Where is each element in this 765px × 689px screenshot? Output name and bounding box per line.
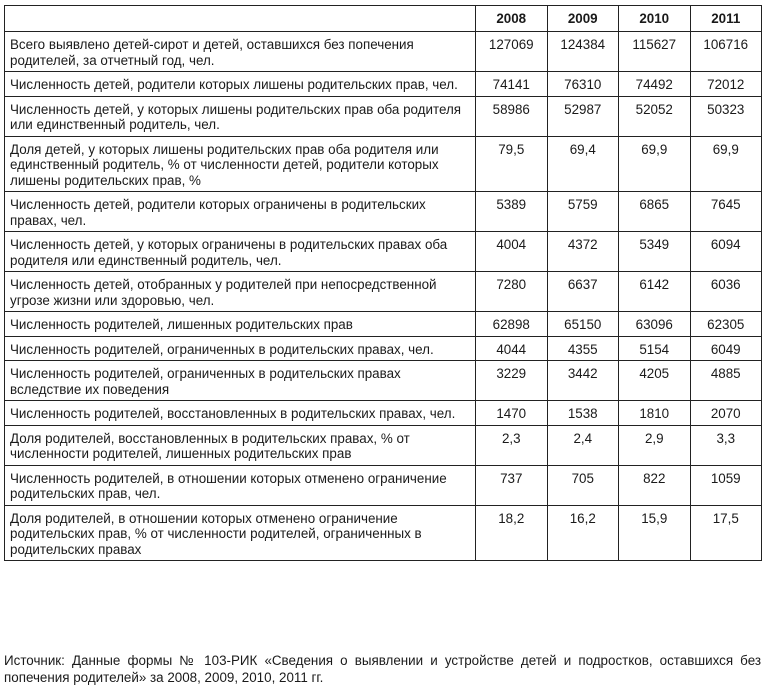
table-row — [5, 336, 762, 361]
table-row — [5, 505, 762, 561]
row-label: Численность детей, родители которых лишены родительских прав, чел. — [5, 72, 476, 97]
value-cell-2010: 69,9 — [619, 136, 691, 192]
value-cell-2011: 72012 — [690, 72, 762, 97]
value-cell-2010: 5154 — [619, 336, 691, 361]
row-label: Численность детей, родители которых ограничены в родительских правах, чел. — [5, 192, 476, 232]
header-year-2009: 2009 — [547, 6, 619, 32]
value-cell-2009: 65150 — [547, 312, 619, 337]
header-empty-cell — [5, 6, 476, 32]
table-row — [5, 465, 762, 505]
value-cell-2009: 2,4 — [547, 425, 619, 465]
table-row — [5, 312, 762, 337]
value-cell-2010: 115627 — [619, 32, 691, 72]
header-year-2011: 2011 — [690, 6, 762, 32]
value-cell-2011: 6094 — [690, 232, 762, 272]
row-label: Доля детей, у которых лишены родительских прав оба родителя или единственный родитель, % от численности детей, родители которых лишены родительских прав, % — [5, 136, 476, 192]
table-row — [5, 32, 762, 72]
value-cell-2011: 4885 — [690, 361, 762, 401]
value-cell-2009: 4355 — [547, 336, 619, 361]
value-cell-2008: 7280 — [476, 272, 548, 312]
value-cell-2010: 6142 — [619, 272, 691, 312]
value-cell-2009: 76310 — [547, 72, 619, 97]
value-cell-2009: 69,4 — [547, 136, 619, 192]
table-row — [5, 192, 762, 232]
table-row — [5, 232, 762, 272]
value-cell-2009: 16,2 — [547, 505, 619, 561]
value-cell-2009: 705 — [547, 465, 619, 505]
value-cell-2009: 5759 — [547, 192, 619, 232]
row-label: Всего выявлено детей-сирот и детей, оставшихся без попечения родителей, за отчетный год, чел. — [5, 32, 476, 72]
value-cell-2011: 7645 — [690, 192, 762, 232]
table-row — [5, 272, 762, 312]
value-cell-2008: 4044 — [476, 336, 548, 361]
value-cell-2011: 69,9 — [690, 136, 762, 192]
value-cell-2011: 62305 — [690, 312, 762, 337]
value-cell-2009: 52987 — [547, 96, 619, 136]
row-label: Доля родителей, в отношении которых отменено ограничение родительских прав, % от численности родителей, ограниченных в родительских правах — [5, 505, 476, 561]
value-cell-2008: 58986 — [476, 96, 548, 136]
table-row — [5, 96, 762, 136]
value-cell-2008: 18,2 — [476, 505, 548, 561]
table-row — [5, 361, 762, 401]
value-cell-2009: 4372 — [547, 232, 619, 272]
value-cell-2010: 4205 — [619, 361, 691, 401]
value-cell-2011: 3,3 — [690, 425, 762, 465]
row-label: Численность родителей, восстановленных в родительских правах, чел. — [5, 401, 476, 426]
value-cell-2011: 2070 — [690, 401, 762, 426]
value-cell-2010: 2,9 — [619, 425, 691, 465]
value-cell-2008: 737 — [476, 465, 548, 505]
value-cell-2008: 4004 — [476, 232, 548, 272]
value-cell-2009: 124384 — [547, 32, 619, 72]
header-row — [5, 6, 762, 32]
value-cell-2010: 822 — [619, 465, 691, 505]
row-label: Численность детей, у которых лишены родительских прав оба родителя или единственный родитель, чел. — [5, 96, 476, 136]
table-row — [5, 425, 762, 465]
value-cell-2011: 1059 — [690, 465, 762, 505]
value-cell-2010: 1810 — [619, 401, 691, 426]
table-row — [5, 136, 762, 192]
row-label: Численность детей, отобранных у родителей при непосредственной угрозе жизни или здоровью, чел. — [5, 272, 476, 312]
value-cell-2011: 6049 — [690, 336, 762, 361]
value-cell-2010: 52052 — [619, 96, 691, 136]
value-cell-2009: 6637 — [547, 272, 619, 312]
value-cell-2010: 15,9 — [619, 505, 691, 561]
value-cell-2011: 6036 — [690, 272, 762, 312]
header-year-2010: 2010 — [619, 6, 691, 32]
value-cell-2009: 1538 — [547, 401, 619, 426]
row-label: Численность родителей, ограниченных в родительских правах, чел. — [5, 336, 476, 361]
value-cell-2008: 127069 — [476, 32, 548, 72]
row-label: Численность родителей, в отношении которых отменено ограничение родительских прав, чел. — [5, 465, 476, 505]
row-label: Численность родителей, ограниченных в родительских правах вследствие их поведения — [5, 361, 476, 401]
value-cell-2008: 5389 — [476, 192, 548, 232]
row-label: Численность детей, у которых ограничены в родительских правах оба родителя или единственный родитель, чел. — [5, 232, 476, 272]
value-cell-2008: 3229 — [476, 361, 548, 401]
value-cell-2010: 5349 — [619, 232, 691, 272]
value-cell-2011: 17,5 — [690, 505, 762, 561]
value-cell-2009: 3442 — [547, 361, 619, 401]
row-label: Численность родителей, лишенных родительских прав — [5, 312, 476, 337]
row-label: Доля родителей, восстановленных в родительских правах, % от численности родителей, лишенных родительских прав — [5, 425, 476, 465]
value-cell-2011: 106716 — [690, 32, 762, 72]
table-row — [5, 401, 762, 426]
value-cell-2008: 2,3 — [476, 425, 548, 465]
value-cell-2010: 74492 — [619, 72, 691, 97]
statistics-table — [4, 5, 762, 561]
value-cell-2010: 6865 — [619, 192, 691, 232]
value-cell-2008: 79,5 — [476, 136, 548, 192]
table-body — [5, 32, 762, 561]
header-year-2008: 2008 — [476, 6, 548, 32]
value-cell-2008: 1470 — [476, 401, 548, 426]
table-row — [5, 72, 762, 97]
source-note: Источник: Данные формы № 103-РИК «Сведения о выявлении и устройстве детей и подростков, оставшихся без попечения родителей» за 2008, 2009, 2010, 2011 гг. — [4, 653, 761, 685]
value-cell-2008: 62898 — [476, 312, 548, 337]
value-cell-2011: 50323 — [690, 96, 762, 136]
value-cell-2010: 63096 — [619, 312, 691, 337]
value-cell-2008: 74141 — [476, 72, 548, 97]
